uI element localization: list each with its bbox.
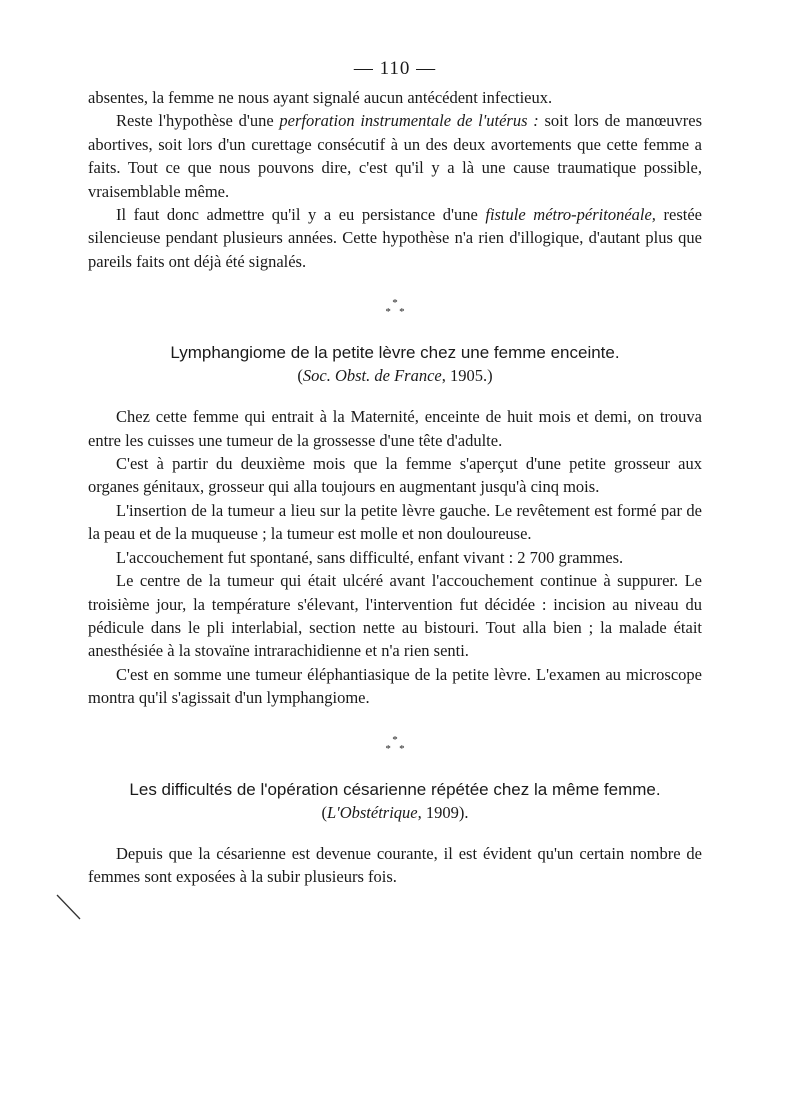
- paragraph: Reste l'hypothèse d'une perforation instrumentale de l'utérus : soit lors de manœuvres abortives, soit lors d'un curettage consécutif à un des deux avortements que cette femme a faits. Tout ce que nous pouvons dire, c'est qu'il y a là une cause traumatique possible, vraisemblable même.: [88, 111, 702, 201]
- paragraph: Le centre de la tumeur qui était ulcéré avant l'accouchement continue à suppurer. Le troisième jour, la température s'élevant, l'intervention fut décidée : incision au niveau du pédicule dans le pli interlabial, section nette au bistouri. Tout alla bien ; la malade était anesthésiée à la stovaïne intrarachidienne et n'a rien senti.: [88, 571, 702, 661]
- section-source: (Soc. Obst. de France, 1905.): [297, 366, 493, 386]
- margin-slash-mark: [54, 892, 84, 922]
- paragraph: C'est à partir du deuxième mois que la femme s'aperçut d'une petite grosseur aux organes génitaux, grosseur qui alla toujours en augmentant jusqu'à cinq mois.: [88, 454, 702, 497]
- paragraph: C'est en somme une tumeur éléphantiasique de la petite lèvre. L'examen au microscope montra qu'il s'agissait d'un lymphangiome.: [88, 664, 702, 708]
- section-title: Les difficultés de l'opération césarienne répétée chez la même femme.: [129, 779, 661, 799]
- paragraph: L'insertion de la tumeur a lieu sur la petite lèvre gauche. Le revêtement est formé par de la peau et de la muqueuse ; la tumeur est molle et non douloureuse.: [88, 500, 702, 544]
- section-separator-stars: * * *: [385, 297, 405, 319]
- paragraph: Depuis que la césarienne est devenue courante, il est évident qu'un certain nombre de femmes sont exposées à la subir plusieurs fois.: [88, 843, 702, 886]
- section-separator-stars: * * *: [385, 733, 405, 755]
- paragraph: absentes, la femme ne nous ayant signalé aucun antécédent infectieux.: [88, 88, 553, 107]
- paragraph: Il faut donc admettre qu'il y a eu persistance d'une fistule métro-péritonéale, restée silencieuse pendant plusieurs années. Cette hypothèse n'a rien d'illogique, d'autant plus que pareils faits ont déjà été signalés.: [88, 205, 702, 271]
- paragraph: Chez cette femme qui entrait à la Maternité, enceinte de huit mois et demi, on trouva entre les cuisses une tumeur de la grossesse d'une tête d'adulte.: [88, 407, 702, 450]
- paragraph: L'accouchement fut spontané, sans difficulté, enfant vivant : 2 700 grammes.: [116, 547, 624, 567]
- page-body: [88, 58, 702, 888]
- page-number: — 110 —: [353, 58, 437, 79]
- section-source: (L'Obstétrique, 1909).: [321, 802, 469, 822]
- section-title: Lymphangiome de la petite lèvre chez une femme enceinte.: [170, 343, 620, 363]
